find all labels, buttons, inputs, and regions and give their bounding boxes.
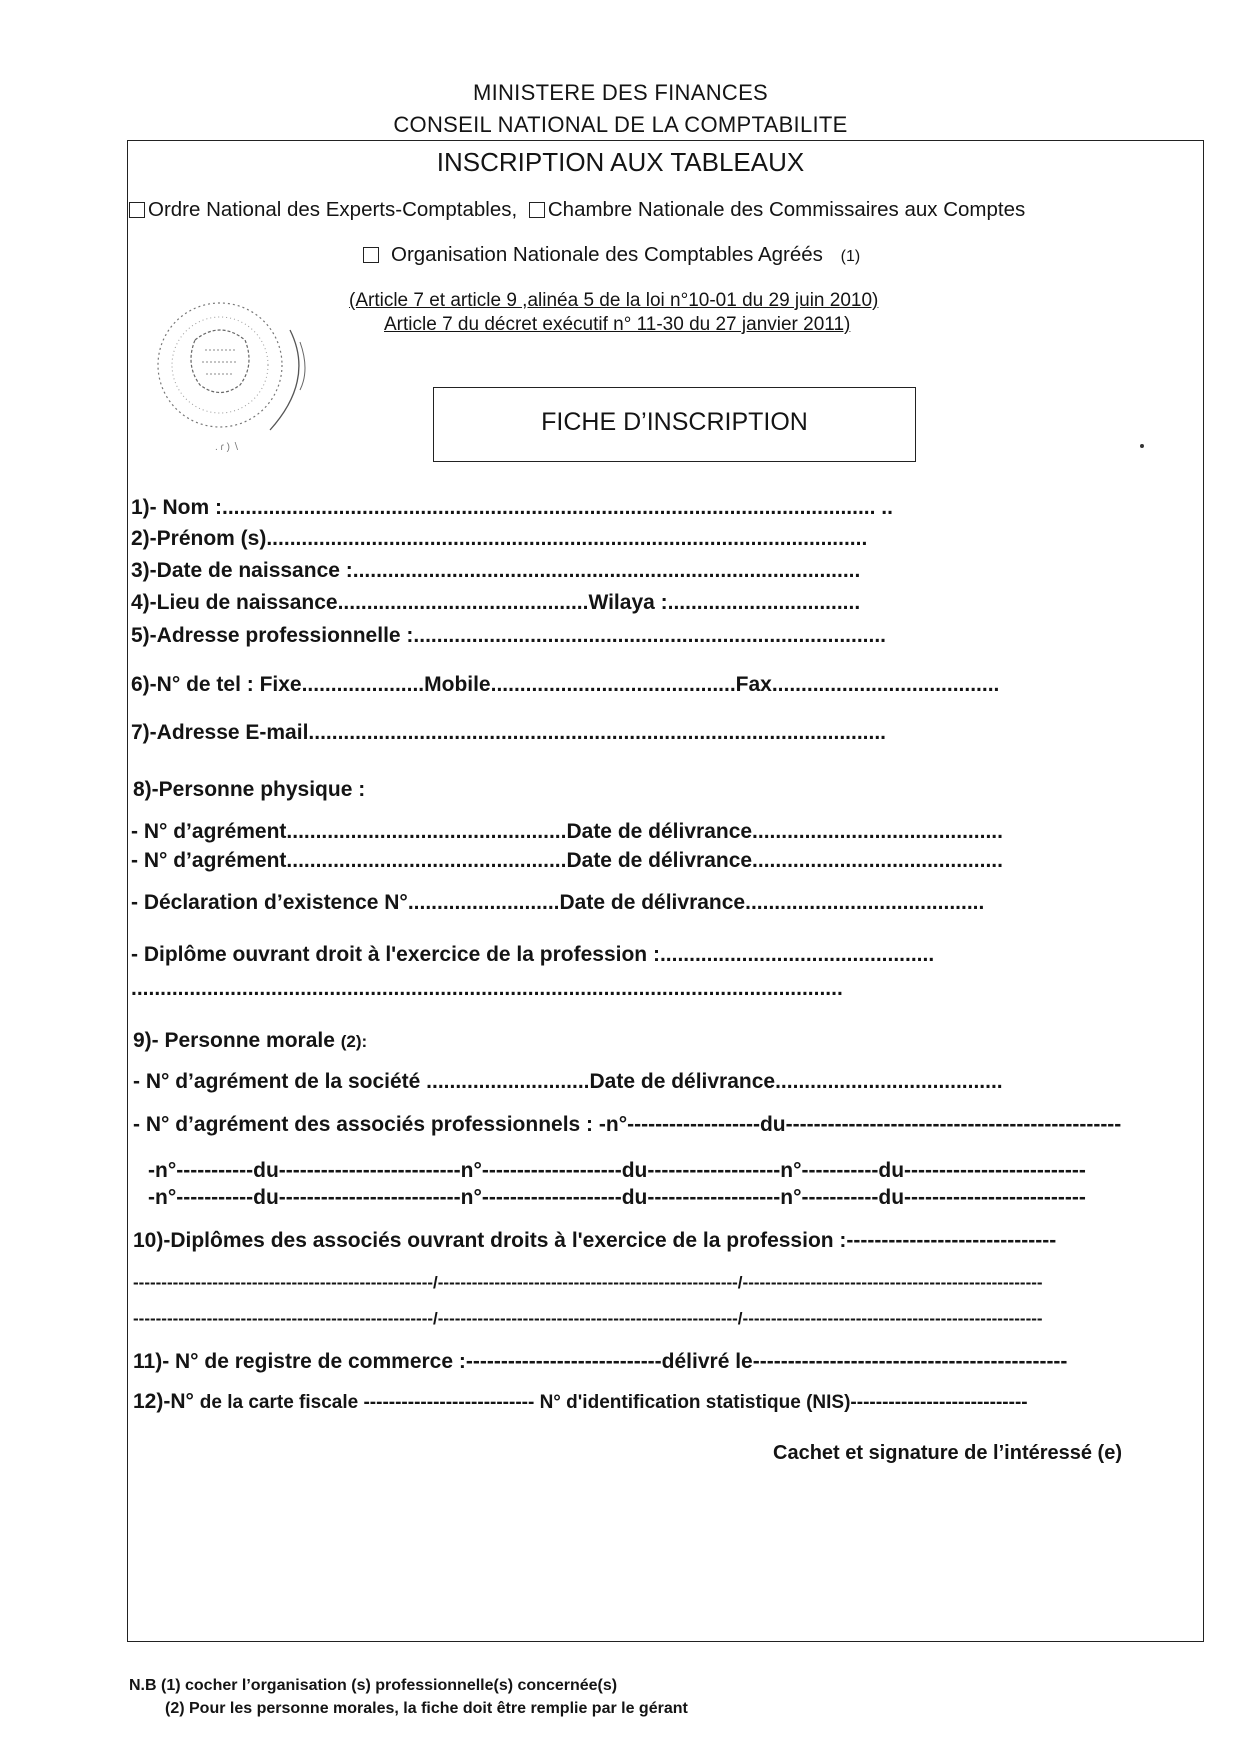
field-agrement-2[interactable]: - N° d’agrément................................................Date de délivrance........................................... <box>131 849 1003 872</box>
note-reference-2: (2): <box>340 1032 368 1051</box>
svg-text:. ɾ ) ∖: . ɾ ) ∖ <box>215 442 240 453</box>
field-carte-fiscale[interactable]: 12)-N° de la carte fiscale --------------------------- N° d'identification statistique (NIS)---------------------------- <box>133 1390 1028 1413</box>
field-associes-row-1[interactable]: -n°-----------du--------------------------n°--------------------du-------------------n°-----------du-------------------------- <box>148 1159 1086 1182</box>
field-telephone[interactable]: 6)-N° de tel : Fixe.....................Mobile..........................................Fax....................................... <box>131 673 1000 696</box>
field-diplome[interactable]: - Diplôme ouvrant droit à l'exercice de la profession :............................................... <box>131 943 935 966</box>
section-personne-morale: 9)- Personne morale (2): <box>133 1029 368 1052</box>
option-comptables-agrees-label: Organisation Nationale des Comptables Agréés <box>391 243 823 266</box>
checkbox-comptables-agrees[interactable] <box>363 247 379 263</box>
legal-reference-decree: Article 7 du décret exécutif n° 11-30 du 27 janvier 2011) <box>384 314 851 335</box>
footnote-2: (2) Pour les personne morales, la fiche doit être remplie par le gérant <box>165 1700 688 1717</box>
field-diplomes-associes[interactable]: 10)-Diplômes des associés ouvrant droits à l'exercice de la profession :------------------------------ <box>133 1229 1057 1252</box>
legal-reference-law: (Article 7 et article 9 ,alinéa 5 de la loi n°10-01 du 29 juin 2010) <box>349 290 879 311</box>
checkbox-experts-comptables[interactable] <box>129 202 145 218</box>
checkbox-commissaires-aux-comptes[interactable] <box>529 202 545 218</box>
field-email[interactable]: 7)-Adresse E-mail................................................................................................... <box>131 721 887 744</box>
field-date-naissance[interactable]: 3)-Date de naissance :....................................................................................... <box>131 559 861 582</box>
ink-dot <box>1140 444 1144 448</box>
field-associes-row-2[interactable]: -n°-----------du--------------------------n°--------------------du-------------------n°-----------du-------------------------- <box>148 1186 1086 1209</box>
organization-option-row-2 <box>363 243 860 267</box>
ministry-heading: MINISTERE DES FINANCES <box>472 80 769 105</box>
form-title: INSCRIPTION AUX TABLEAUX <box>436 147 805 177</box>
option-commissaires-label: Chambre Nationale des Commissaires aux Comptes <box>547 198 1026 221</box>
council-heading: CONSEIL NATIONAL DE LA COMPTABILITE <box>393 112 848 137</box>
field-lieu-naissance[interactable]: 4)-Lieu de naissance...........................................Wilaya :................................. <box>131 591 861 614</box>
field-registre-commerce[interactable]: 11)- N° de registre de commerce :----------------------------délivré le--------------------------------------------- <box>133 1350 1068 1373</box>
field-adresse-professionnelle[interactable]: 5)-Adresse professionnelle :................................................................................. <box>131 624 887 647</box>
field-declaration-existence[interactable]: - Déclaration d’existence N°..........................Date de délivrance......................................... <box>131 891 985 914</box>
field-prenom[interactable]: 2)-Prénom (s)....................................................................................................... <box>131 527 868 550</box>
field-diplomes-line-1[interactable]: -----------------------------------------------------/-----------------------------------------------------/----------------------------------------------------- <box>133 1273 1043 1292</box>
fiche-title: FICHE D’INSCRIPTION <box>541 408 808 436</box>
field-diplomes-line-2[interactable]: -----------------------------------------------------/-----------------------------------------------------/----------------------------------------------------- <box>133 1309 1043 1328</box>
section-personne-physique: 8)-Personne physique : <box>133 778 366 801</box>
field-agrement-societe[interactable]: - N° d’agrément de la société ............................Date de délivrance....................................... <box>133 1070 1003 1093</box>
field-agrement-1[interactable]: - N° d’agrément................................................Date de délivrance........................................... <box>131 820 1003 843</box>
organization-options-row <box>129 198 1025 222</box>
note-reference-1: (1) <box>840 248 861 265</box>
signature-label: Cachet et signature de l’intéressé (e) <box>773 1442 1123 1464</box>
field-agrement-associes[interactable]: - N° d’agrément des associés professionnels : -n°-------------------du------------------------------------------------ <box>133 1113 1122 1136</box>
field-nom[interactable]: 1)- Nom :................................................................................................................ .. <box>131 496 893 519</box>
footnote-1: N.B (1) cocher l’organisation (s) professionnelle(s) concernée(s) <box>129 1677 618 1694</box>
option-experts-comptables-label: Ordre National des Experts-Comptables, <box>148 198 518 221</box>
field-diplome-continuation[interactable]: .......................................................................................................................... <box>131 977 843 1000</box>
official-seal-stamp <box>140 290 350 460</box>
